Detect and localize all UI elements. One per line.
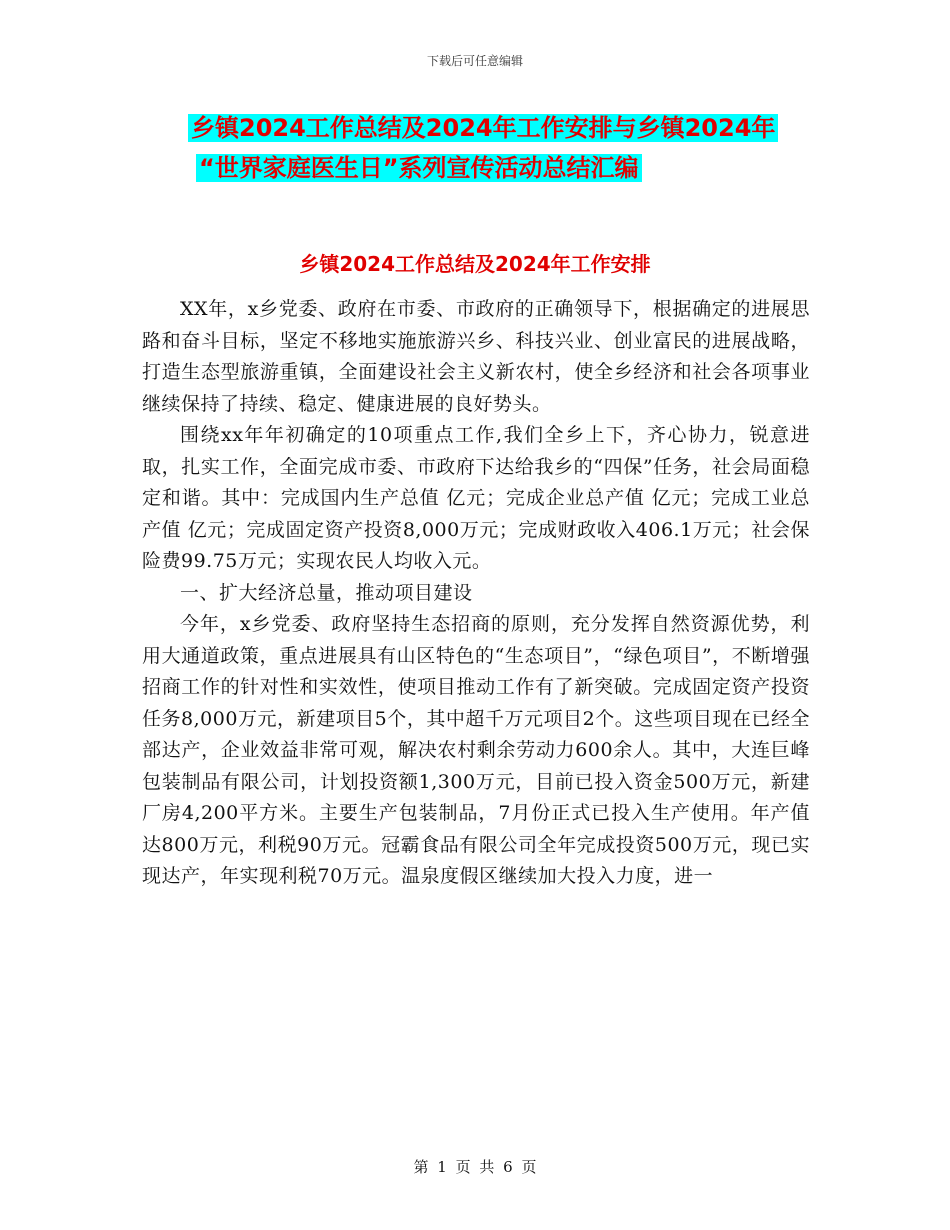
page-footer: 第 1 页 共 6 页 — [413, 1158, 537, 1176]
document-title — [188, 108, 828, 188]
paragraph-projects: 今年，x乡党委、政府坚持生态招商的原则，充分发挥自然资源优势，利用大通道政策，重点进展具有山区特色的“生态项目”，“绿色项目”，不断增强招商工作的针对性和实效性，使项目推动工作有了新突破。完成固定资产投资任务8,000万元，新建项目5个，其中超千万元项目2个。这些项目现在已经全部达产，企业效益非常可观，解决农村剩余劳动力600余人。其中，大连巨峰包装制品有限公司，计划投资额1,300万元，目前已投入资金500万元，新建厂房4,200平方米。主要生产包装制品，7月份正式已投入生产使用。年产值达800万元，利税90万元。冠霸食品有限公司全年完成投资500万元，现已实现达产，年实现利税70万元。温泉度假区继续加大投入力度，进一 — [142, 613, 810, 887]
paragraph-summary: 围绕xx年年初确定的10项重点工作,我们全乡上下，齐心协力，锐意进取，扎实工作，全面完成市委、市政府下达给我乡的“四保”任务，社会局面稳定和谐。其中：完成国内生产总值 亿元；完成企业总产值 亿元；完成工业总产值 亿元；完成固定资产投资8,000万元；完成财政收入406.1万元；社会保险费99.75万元；实现农民人均收入元。 — [142, 424, 810, 572]
paragraph-intro: XX年，x乡党委、政府在市委、市政府的正确领导下，根据确定的进展思路和奋斗目标，坚定不移地实施旅游兴乡、科技兴业、创业富民的进展战略，打造生态型旅游重镇，全面建设社会主义新农村，使全乡经济和社会各项事业继续保持了持续、稳定、健康进展的良好势头。 — [142, 298, 810, 415]
document-body — [142, 294, 810, 893]
section-heading: 一、扩大经济总量，推动项目建设 — [180, 581, 473, 604]
section-title: 乡镇2024工作总结及2024年工作安排 — [299, 252, 651, 276]
title-line-2-text: “世界家庭医生日”系列宣传活动总结汇编 — [196, 154, 642, 182]
header-note: 下载后可任意编辑 — [426, 54, 523, 68]
title-line-2 — [188, 148, 828, 188]
title-line-1-text: 乡镇2024工作总结及2024年工作安排与乡镇2024年 — [188, 114, 778, 142]
title-line-1 — [188, 108, 828, 148]
